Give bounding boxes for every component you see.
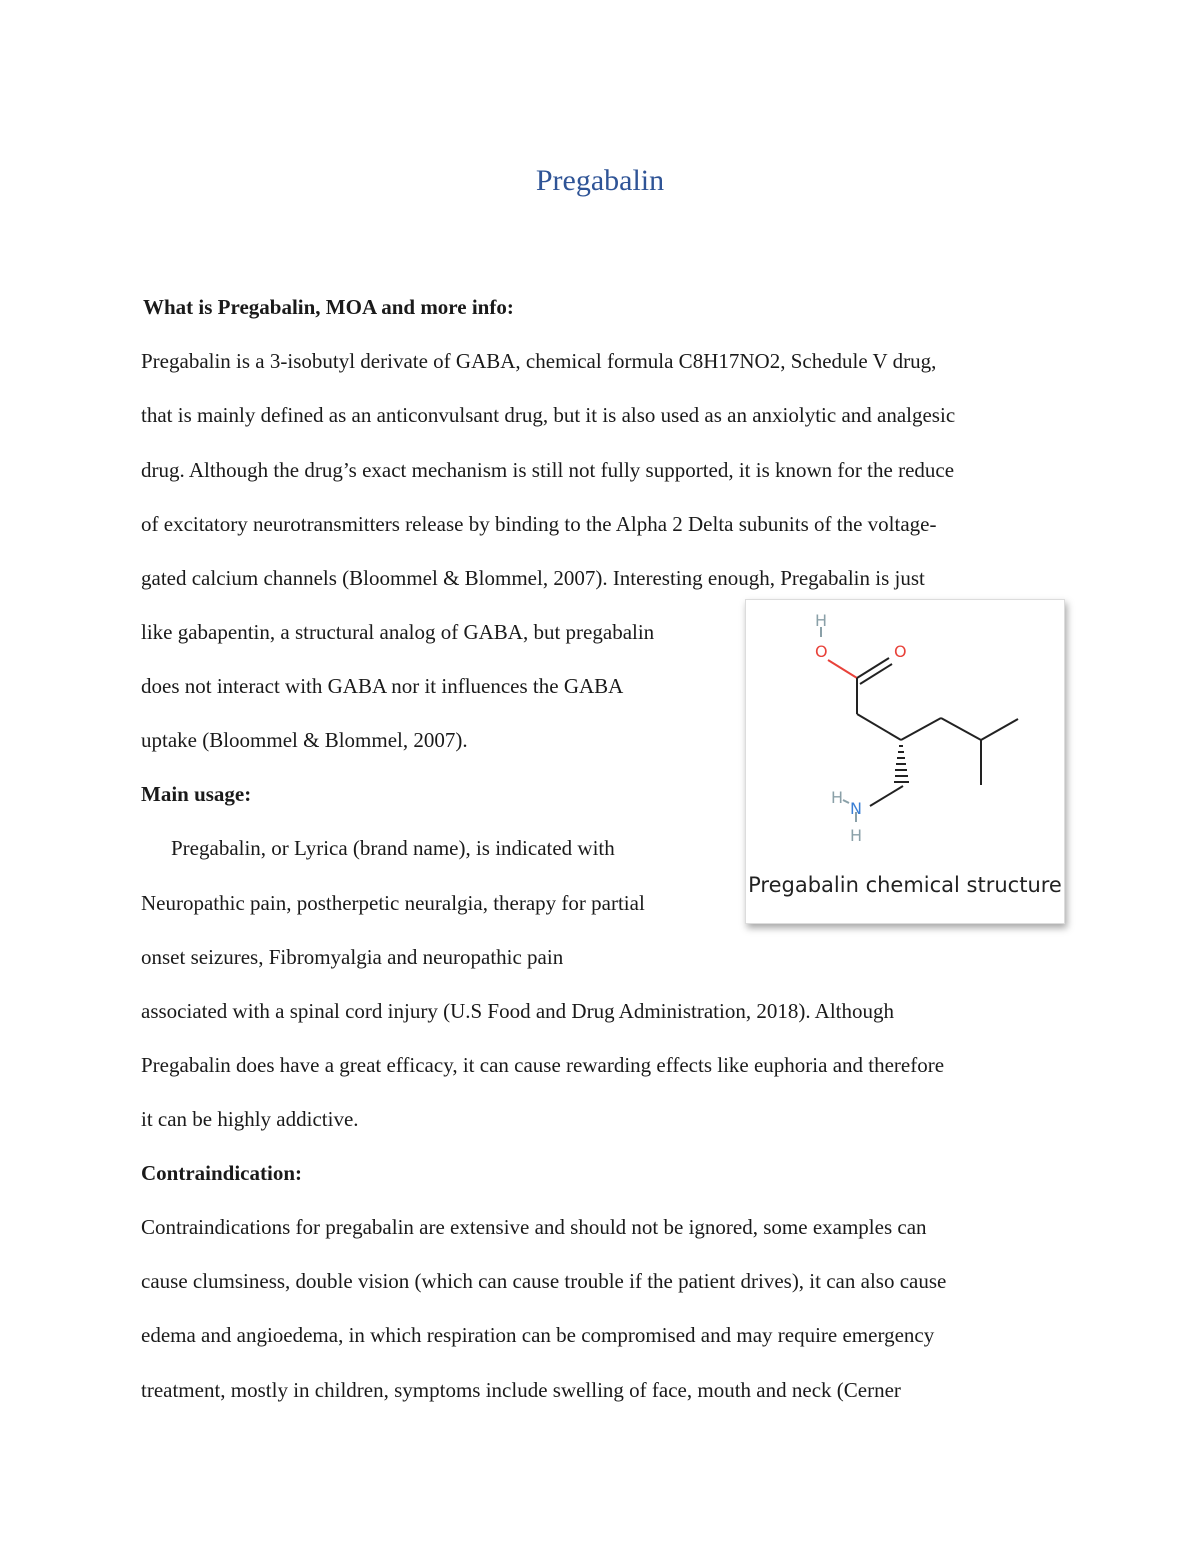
- section-heading-main-usage: Main usage:: [141, 782, 252, 806]
- paragraph-line: Neuropathic pain, postherpetic neuralgia, therapy for partial: [141, 891, 645, 915]
- paragraph-line: gated calcium channels (Bloommel & Blommel, 2007). Interesting enough, Pregabalin is just: [141, 566, 925, 590]
- atom-h-amine-left: H: [831, 788, 844, 807]
- paragraph-line: associated with a spinal cord injury (U.S Food and Drug Administration, 2018). Although: [141, 999, 895, 1023]
- paragraph-line: does not interact with GABA nor it influences the GABA: [141, 674, 624, 698]
- pregabalin-structure-diagram: [746, 600, 1064, 870]
- section-heading-moa: What is Pregabalin, MOA and more info:: [143, 295, 514, 319]
- bond-c3-c4: [901, 718, 941, 740]
- atom-o-carbonyl: O: [894, 642, 907, 661]
- bond-c2-c3: [857, 714, 901, 740]
- atom-h-amine-bottom: H: [850, 826, 863, 845]
- paragraph-line: Pregabalin is a 3-isobutyl derivate of GABA, chemical formula C8H17NO2, Schedule V drug,: [141, 349, 937, 373]
- bond-ch2-n: [870, 786, 903, 806]
- hashed-wedge-bond: [894, 746, 909, 782]
- paragraph-line: drug. Although the drug’s exact mechanism is still not fully supported, it is known for the reduce: [141, 458, 955, 482]
- atom-h-hydroxyl: H: [815, 611, 828, 630]
- paragraph-line: Pregabalin, or Lyrica (brand name), is indicated with: [171, 836, 615, 860]
- bond-n-h-left: [843, 800, 849, 803]
- paragraph-line: uptake (Bloommel & Blommel, 2007).: [141, 728, 468, 752]
- figure-caption: Pregabalin chemical structure: [748, 873, 1062, 897]
- paragraph-line: like gabapentin, a structural analog of GABA, but pregabalin: [141, 620, 655, 644]
- atom-o-hydroxyl: O: [815, 642, 828, 661]
- bond-c-oh: [828, 660, 857, 678]
- paragraph-line: Pregabalin does have a great efficacy, it can cause rewarding effects like euphoria and therefore: [141, 1053, 945, 1077]
- paragraph-line: cause clumsiness, double vision (which can cause trouble if the patient drives), it can also cause: [141, 1269, 947, 1293]
- paragraph-line: that is mainly defined as an anticonvulsant drug, but it is also used as an anxiolytic and analgesic: [141, 403, 956, 427]
- bond-c4-c5: [941, 718, 981, 740]
- paragraph-line: Contraindications for pregabalin are extensive and should not be ignored, some examples can: [141, 1215, 927, 1239]
- section-heading-contraindication: Contraindication:: [141, 1161, 303, 1185]
- paragraph-line: edema and angioedema, in which respiration can be compromised and may require emergency: [141, 1323, 935, 1347]
- paragraph-line: treatment, mostly in children, symptoms include swelling of face, mouth and neck (Cerner: [141, 1378, 901, 1402]
- atom-n-amine: N: [850, 799, 862, 818]
- paragraph-line: of excitatory neurotransmitters release by binding to the Alpha 2 Delta subunits of the voltage-: [141, 512, 937, 536]
- chemical-structure-figure: [745, 599, 1065, 924]
- structure-bonds: [821, 627, 1018, 822]
- document-title: Pregabalin: [535, 164, 665, 197]
- bond-c5-c6: [981, 719, 1018, 740]
- paragraph-line: it can be highly addictive.: [141, 1107, 359, 1131]
- paragraph-line: onset seizures, Fibromyalgia and neuropathic pain: [141, 945, 564, 969]
